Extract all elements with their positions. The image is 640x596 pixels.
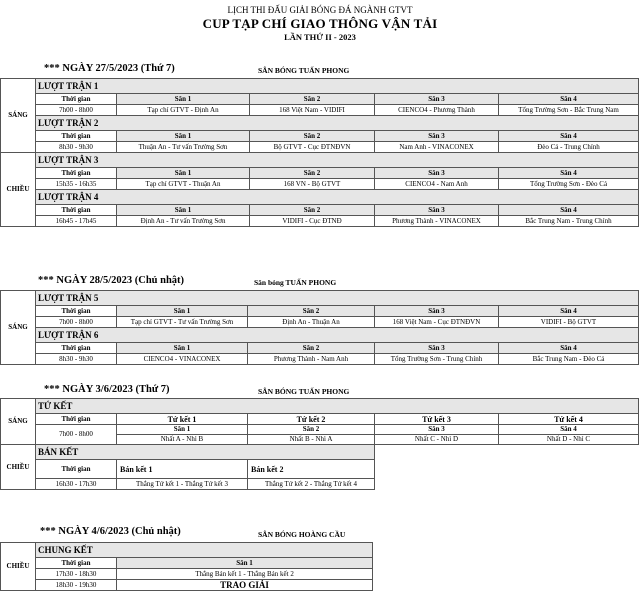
session-afternoon: CHIỀU <box>1 445 36 490</box>
session-morning: SÁNG <box>1 291 36 365</box>
match-cell: Tổng Trường Sơn - Đèo Cả <box>499 179 639 190</box>
match-cell: 168 Việt Nam - VIDIFI <box>250 105 375 116</box>
time-header: Thời gian <box>36 131 117 142</box>
match-time: 16h45 - 17h45 <box>36 216 117 227</box>
semifinal-title: BÁN KẾT <box>36 445 375 460</box>
round-3-title: LƯỢT TRẬN 3 <box>36 153 639 168</box>
pitch-3-header: Sân 3 <box>375 131 499 142</box>
match-time: 7h00 - 8h00 <box>36 317 117 328</box>
pitch-3-header: Sân 3 <box>375 343 499 354</box>
match-cell <box>375 425 499 445</box>
qf2-header: Tứ kết 2 <box>248 414 375 425</box>
pitch-4-header: Sân 4 <box>499 131 639 142</box>
pitch-1-header: Sân 1 <box>117 94 250 105</box>
qf1-header: Tứ kết 1 <box>117 414 248 425</box>
pitch-2-header: Sân 2 <box>250 131 375 142</box>
pitch-1-header: Sân 1 <box>117 131 250 142</box>
pitch-1-header: Sân 1 <box>117 306 248 317</box>
pitch-1-header: Sân 1 <box>117 343 248 354</box>
time-header: Thời gian <box>36 306 117 317</box>
session-afternoon: CHIỀU <box>1 153 36 227</box>
pitch-2-header: Sân 2 <box>248 306 375 317</box>
pitch-1-header: Sân 1 <box>117 168 250 179</box>
day1-title: *** NGÀY 27/5/2023 (Thứ 7) <box>44 63 175 74</box>
match-cell: Tạp chí GTVT - Tư vấn Trường Sơn <box>117 317 248 328</box>
pitch-2-header: Sân 2 <box>250 205 375 216</box>
match-cell <box>117 425 248 445</box>
match-time: 17h30 - 18h30 <box>36 569 117 580</box>
pitch-3-header: Sân 3 <box>375 205 499 216</box>
session-morning: SÁNG <box>1 79 36 153</box>
doc-title-line3: LẦN THỨ II - 2023 <box>284 32 356 42</box>
match-text: Nhất C - Nhì D <box>414 435 459 443</box>
round-2-title: LƯỢT TRẬN 2 <box>36 116 639 131</box>
match-cell <box>248 425 375 445</box>
match-cell: Thắng Bán kết 1 - Thắng Bán kết 2 <box>117 569 373 580</box>
match-cell: Phương Thành - Nam Anh <box>248 354 375 365</box>
match-cell: Định An - Tư vấn Trường Sơn <box>117 216 250 227</box>
pitch-4-header: Sân 4 <box>499 205 639 216</box>
pitch-1-header: Sân 1 <box>117 425 247 435</box>
day3-title: *** NGÀY 3/6/2023 (Thứ 7) <box>44 384 170 395</box>
session-afternoon: CHIỀU <box>1 543 36 591</box>
match-cell: Bộ GTVT - Cục ĐTNĐVN <box>250 142 375 153</box>
day4-table <box>0 542 373 591</box>
final-title: CHUNG KẾT <box>36 543 373 558</box>
pitch-2-header: Sân 2 <box>248 425 374 435</box>
match-cell: CIENCO4 - VINACONEX <box>117 354 248 365</box>
pitch-3-header: Sân 3 <box>375 425 498 435</box>
time-header: Thời gian <box>36 558 117 569</box>
match-text: Nhất D - Nhì C <box>546 435 591 443</box>
pitch-4-header: Sân 4 <box>499 425 638 435</box>
match-text: Nhất B - Nhì A <box>289 435 333 443</box>
match-cell: Phương Thành - VINACONEX <box>375 216 499 227</box>
day1-table <box>0 78 639 227</box>
match-cell: Thắng Tứ kết 1 - Thắng Tứ kết 3 <box>117 479 248 490</box>
match-cell: CIENCO4 - Nam Anh <box>375 179 499 190</box>
match-time: 16h30 - 17h30 <box>36 479 117 490</box>
match-time: 8h30 - 9h30 <box>36 142 117 153</box>
sf1-header: Bán kết 1 <box>117 460 248 479</box>
day3-table <box>0 398 639 490</box>
match-cell: Thuận An - Tư vấn Trường Sơn <box>117 142 250 153</box>
round-1-title: LƯỢT TRẬN 1 <box>36 79 639 94</box>
doc-title-line2: CUP TẠP CHÍ GIAO THÔNG VẬN TẢI <box>202 16 438 31</box>
round-5-title: LƯỢT TRẬN 5 <box>36 291 639 306</box>
time-header: Thời gian <box>36 168 117 179</box>
qf3-header: Tứ kết 3 <box>375 414 499 425</box>
award-time: 18h30 - 19h30 <box>36 580 117 591</box>
match-cell: Đèo Cả - Trung Chính <box>499 142 639 153</box>
match-cell: CIENCO4 - Phương Thành <box>375 105 499 116</box>
match-time: 15h35 - 16h35 <box>36 179 117 190</box>
match-cell: VIDIFI - Bộ GTVT <box>499 317 639 328</box>
day2-title: *** NGÀY 28/5/2023 (Chủ nhật) <box>38 275 185 286</box>
match-cell: VIDIFI - Cục ĐTNĐ <box>250 216 375 227</box>
match-cell: Thắng Tứ kết 2 - Thắng Tứ kết 4 <box>248 479 375 490</box>
time-header: Thời gian <box>36 205 117 216</box>
time-header: Thời gian <box>36 460 117 479</box>
pitch-2-header: Sân 2 <box>250 168 375 179</box>
pitch-4-header: Sân 4 <box>499 168 639 179</box>
pitch-2-header: Sân 2 <box>250 94 375 105</box>
pitch-3-header: Sân 3 <box>375 306 499 317</box>
quarterfinal-title: TỨ KẾT <box>36 399 639 414</box>
pitch-4-header: Sân 4 <box>499 306 639 317</box>
match-time: 7h00 - 8h00 <box>36 425 117 445</box>
sf2-header: Bán kết 2 <box>248 460 375 479</box>
day2-table <box>0 290 639 365</box>
round-6-title: LƯỢT TRẬN 6 <box>36 328 639 343</box>
day1-venue: SÂN BÓNG TUẤN PHONG <box>258 66 350 75</box>
round-4-title: LƯỢT TRẬN 4 <box>36 190 639 205</box>
match-cell: Tạp chí GTVT - Thuận An <box>117 179 250 190</box>
match-cell: Bắc Trung Nam - Trung Chính <box>499 216 639 227</box>
pitch-3-header: Sân 3 <box>375 94 499 105</box>
day2-venue: Sân bóng TUẤN PHONG <box>254 278 337 287</box>
doc-title-line1: LỊCH THI ĐẤU GIẢI BÓNG ĐÁ NGÀNH GTVT <box>227 5 413 15</box>
match-cell: Bắc Trung Nam - Đèo Cả <box>499 354 639 365</box>
pitch-1-header: Sân 1 <box>117 558 373 569</box>
award-ceremony: TRAO GIẢI <box>117 580 373 591</box>
match-text: Nhất A - Nhì B <box>160 435 204 443</box>
match-cell: Tạp chí GTVT - Định An <box>117 105 250 116</box>
qf4-header: Tứ kết 4 <box>499 414 639 425</box>
match-time: 7h00 - 8h00 <box>36 105 117 116</box>
pitch-2-header: Sân 2 <box>248 343 375 354</box>
match-cell: 168 VN - Bộ GTVT <box>250 179 375 190</box>
day4-venue: SÂN BÓNG HOÀNG CẦU <box>258 530 346 539</box>
pitch-1-header: Sân 1 <box>117 205 250 216</box>
day4-title: *** NGÀY 4/6/2023 (Chủ nhật) <box>40 526 181 537</box>
pitch-4-header: Sân 4 <box>499 343 639 354</box>
match-cell: 168 Việt Nam - Cục ĐTNĐVN <box>375 317 499 328</box>
match-cell: Định An - Thuận An <box>248 317 375 328</box>
time-header: Thời gian <box>36 414 117 425</box>
session-morning: SÁNG <box>1 399 36 445</box>
pitch-4-header: Sân 4 <box>499 94 639 105</box>
time-header: Thời gian <box>36 343 117 354</box>
time-header: Thời gian <box>36 94 117 105</box>
match-cell <box>499 425 639 445</box>
pitch-3-header: Sân 3 <box>375 168 499 179</box>
day3-venue: SÂN BÓNG TUẤN PHONG <box>258 387 350 396</box>
match-cell: Nam Anh - VINACONEX <box>375 142 499 153</box>
match-cell: Tổng Trường Sơn - Trung Chính <box>375 354 499 365</box>
match-cell: Tổng Trường Sơn - Bắc Trung Nam <box>499 105 639 116</box>
match-time: 8h30 - 9h30 <box>36 354 117 365</box>
